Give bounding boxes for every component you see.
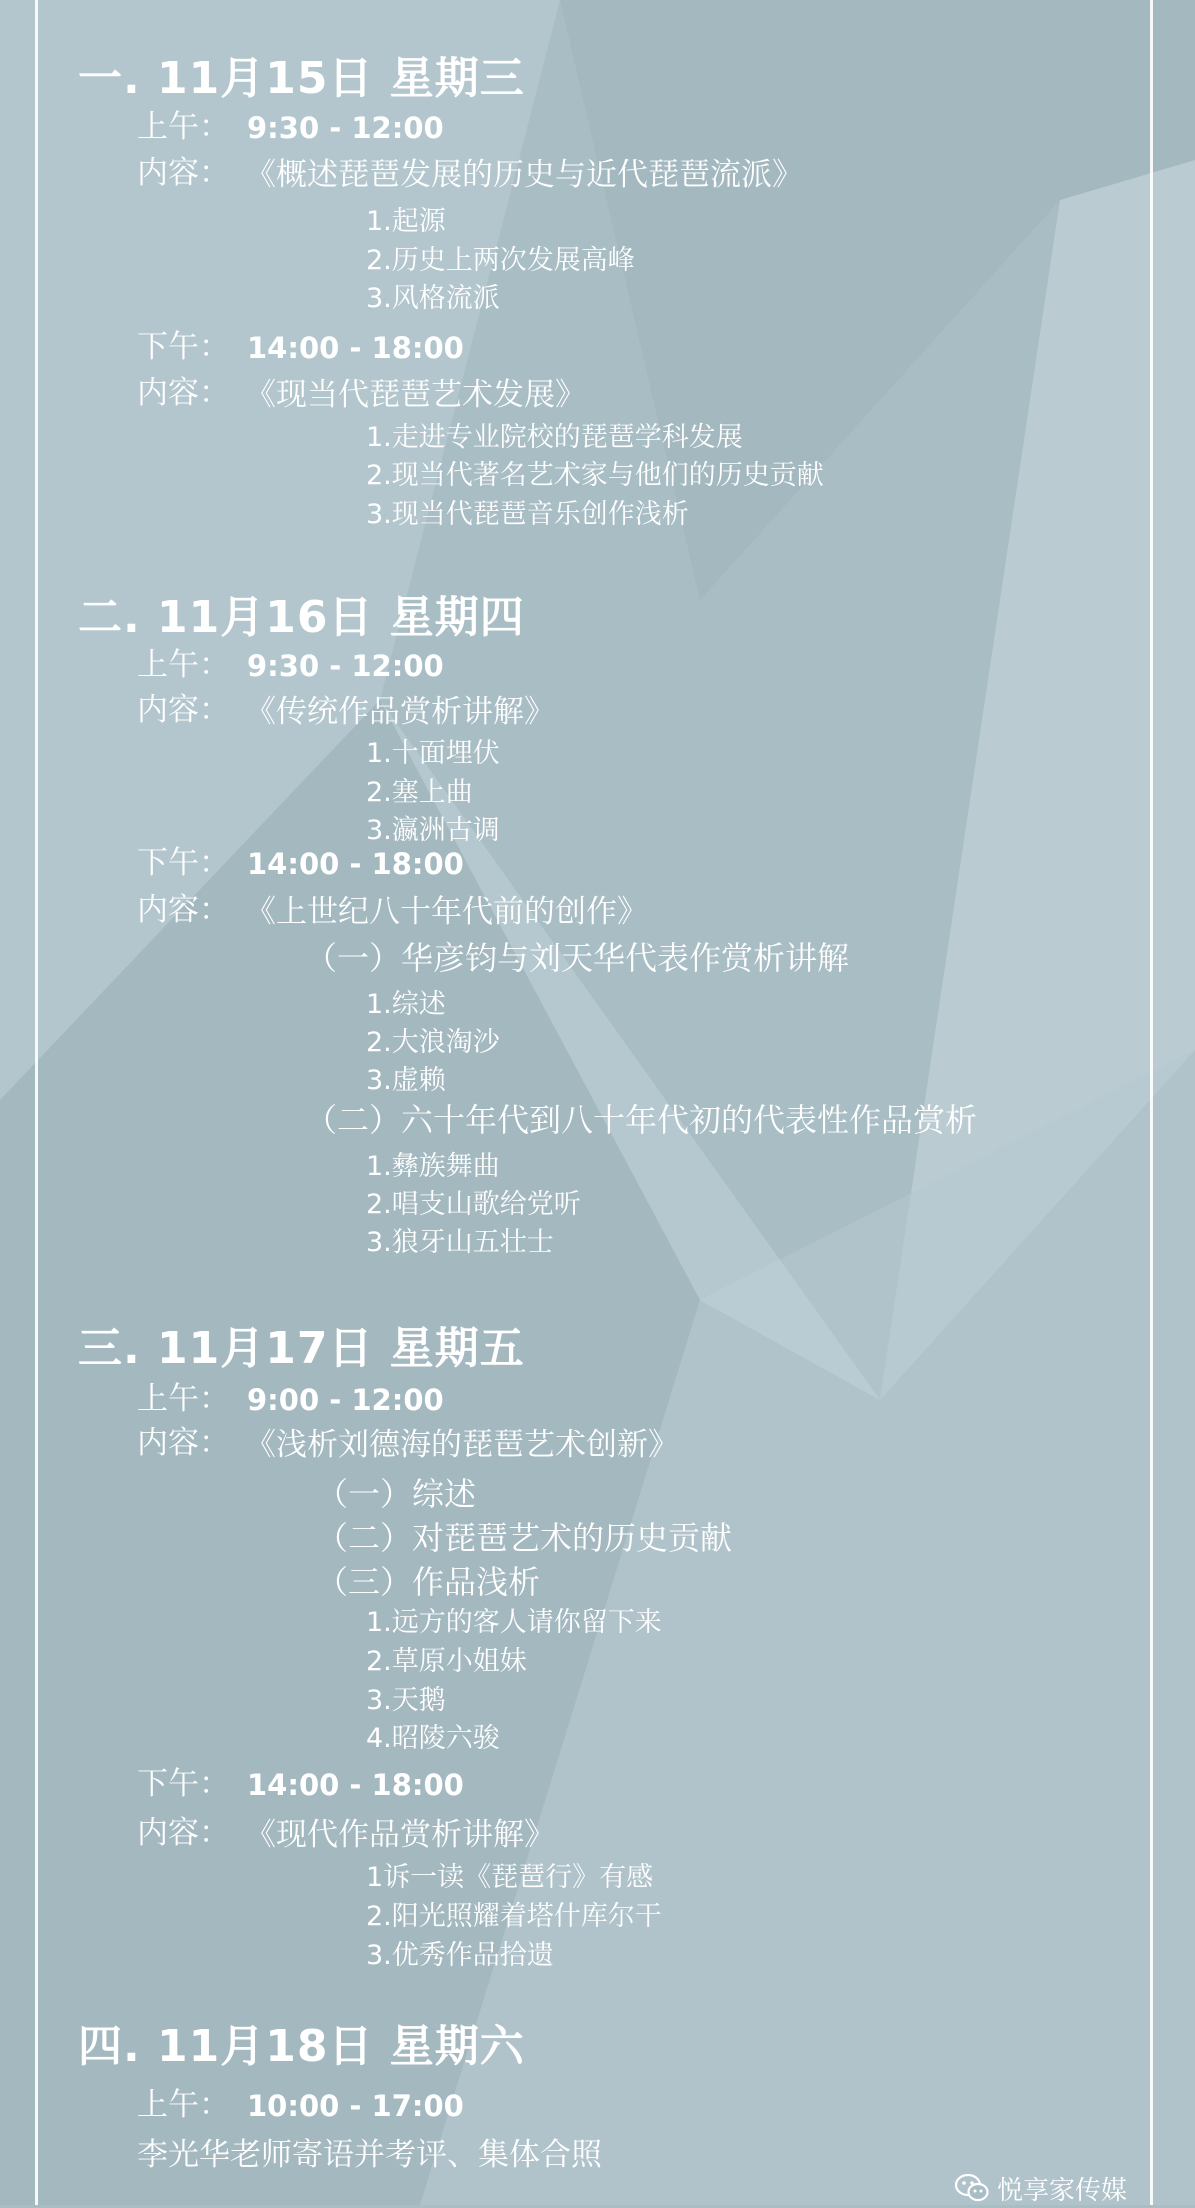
closing-note: 李光华老师寄语并考评、集体合照 <box>137 2137 602 2173</box>
list-item: 1.起源 <box>366 206 446 237</box>
list-item: 3.虚赖 <box>366 1065 446 1096</box>
content-label: 内容： <box>137 375 230 411</box>
day-heading: 四. 11月18日 星期六 <box>78 2021 525 2072</box>
section-heading: （一）华彦钧与刘天华代表作赏析讲解 <box>305 939 850 977</box>
morning-time: 9:30 - 12:00 <box>247 649 444 683</box>
list-item: 2.塞上曲 <box>366 777 473 808</box>
morning-label: 上午： <box>137 109 230 145</box>
list-item: 3.狼牙山五壮士 <box>366 1227 554 1258</box>
frame-line-right <box>1150 0 1153 2205</box>
content-label: 内容： <box>137 892 230 928</box>
list-item: 2.现当代著名艺术家与他们的历史贡献 <box>366 460 824 491</box>
afternoon-label: 下午： <box>137 845 230 881</box>
section-heading: （二）对琵琶艺术的历史贡献 <box>316 1519 733 1557</box>
watermark <box>955 2168 1127 2208</box>
day-heading: 一. 11月15日 星期三 <box>78 53 525 104</box>
day-heading: 二. 11月16日 星期四 <box>78 592 525 643</box>
list-item: 2.唱支山歌给党听 <box>366 1189 581 1220</box>
session-title: 《现当代琵琶艺术发展》 <box>245 377 586 413</box>
list-item: 3.天鹅 <box>366 1685 446 1716</box>
content-label: 内容： <box>137 155 230 191</box>
session-title: 《现代作品赏析讲解》 <box>245 1817 555 1853</box>
content-label: 内容： <box>137 692 230 728</box>
day-heading: 三. 11月17日 星期五 <box>78 1323 525 1374</box>
session-title: 《概述琵琶发展的历史与近代琵琶流派》 <box>245 157 803 193</box>
list-item: 2.历史上两次发展高峰 <box>366 245 635 276</box>
list-item: 2.草原小姐妹 <box>366 1646 527 1677</box>
morning-time: 9:00 - 12:00 <box>247 1383 444 1417</box>
afternoon-label: 下午： <box>137 329 230 365</box>
list-item: 2.阳光照耀着塔什库尔干 <box>366 1901 662 1932</box>
morning-time: 10:00 - 17:00 <box>247 2089 464 2123</box>
list-item: 3.现当代琵琶音乐创作浅析 <box>366 499 689 530</box>
list-item: 1.走进专业院校的琵琶学科发展 <box>366 422 743 453</box>
morning-label: 上午： <box>137 647 230 683</box>
list-item: 4.昭陵六骏 <box>366 1723 500 1754</box>
section-heading: （二）六十年代到八十年代初的代表性作品赏析 <box>305 1101 978 1139</box>
afternoon-time: 14:00 - 18:00 <box>247 331 464 365</box>
list-item: 1.彝族舞曲 <box>366 1151 500 1182</box>
section-heading: （一）综述 <box>316 1475 477 1513</box>
content-label: 内容： <box>137 1425 230 1461</box>
morning-time: 9:30 - 12:00 <box>247 111 444 145</box>
list-item: 1.远方的客人请你留下来 <box>366 1607 662 1638</box>
list-item: 1.综述 <box>366 989 446 1020</box>
content-label: 内容： <box>137 1815 230 1851</box>
list-item: 1诉一读《琵琶行》有感 <box>366 1862 654 1893</box>
session-title: 《浅析刘德海的琵琶艺术创新》 <box>245 1427 679 1463</box>
afternoon-time: 14:00 - 18:00 <box>247 1768 464 1802</box>
list-item: 3.优秀作品拾遗 <box>366 1940 554 1971</box>
afternoon-label: 下午： <box>137 1766 230 1802</box>
watermark-text: 悦享家传媒 <box>997 2175 1128 2206</box>
session-title: 《传统作品赏析讲解》 <box>245 694 555 730</box>
afternoon-time: 14:00 - 18:00 <box>247 847 464 881</box>
list-item: 3.瀛洲古调 <box>366 815 500 846</box>
session-title: 《上世纪八十年代前的创作》 <box>245 894 648 930</box>
morning-label: 上午： <box>137 2087 230 2123</box>
wechat-icon <box>955 2173 989 2203</box>
frame-line-left <box>35 0 38 2205</box>
morning-label: 上午： <box>137 1381 230 1417</box>
list-item: 3.风格流派 <box>366 283 500 314</box>
list-item: 2.大浪淘沙 <box>366 1027 500 1058</box>
list-item: 1.十面埋伏 <box>366 738 500 769</box>
section-heading: （三）作品浅析 <box>316 1563 541 1601</box>
